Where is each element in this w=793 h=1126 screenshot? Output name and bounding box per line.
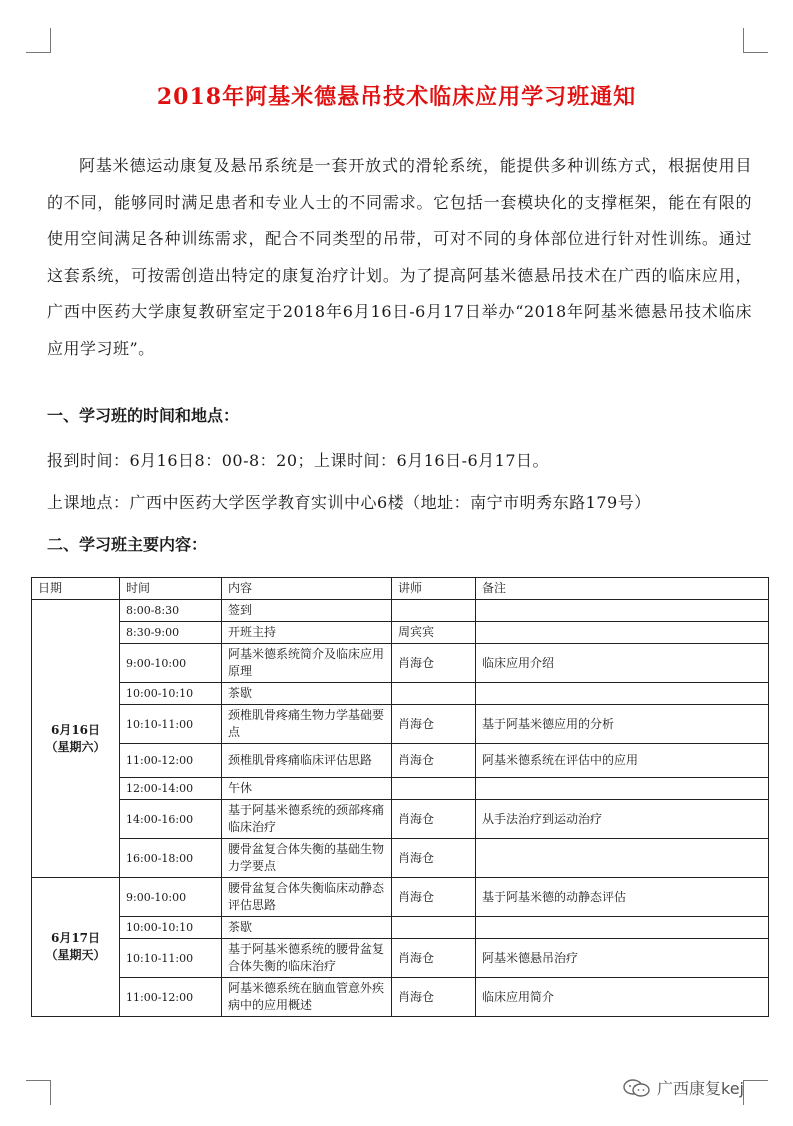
content-cell: 茶歇: [222, 917, 392, 939]
watermark: [623, 1076, 783, 1099]
content-cell: 腰骨盆复合体失衡临床动静态评估思路: [222, 878, 392, 917]
table-row: [32, 878, 769, 917]
content-cell: 阿基米德系统简介及临床应用原理: [222, 644, 392, 683]
table-header-row: [32, 578, 769, 600]
lecturer-cell: 肖海仓: [392, 939, 476, 978]
table-row: [32, 705, 769, 744]
content-cell: 签到: [222, 600, 392, 622]
note-cell: 阿基米德悬吊治疗: [476, 939, 769, 978]
crop-mark-top-right: [743, 28, 768, 53]
time-cell: 9:00-10:00: [120, 878, 222, 917]
lecturer-cell: 肖海仓: [392, 800, 476, 839]
lecturer-cell: [392, 778, 476, 800]
note-cell: [476, 778, 769, 800]
section-heading-content: 二、学习班主要内容：: [47, 535, 208, 554]
note-cell: [476, 683, 769, 705]
table-row: [32, 939, 769, 978]
note-cell: 临床应用介绍: [476, 644, 769, 683]
document-title: 2018年阿基米德悬吊技术临床应用学习班通知: [156, 84, 637, 110]
date-cell-day2: [32, 878, 120, 1017]
registration-time: 报到时间：6月16日8：00-8：20；上课时间：6月16日-6月17日。: [47, 451, 550, 470]
crop-mark-top-left: [26, 28, 51, 53]
header-time: 时间: [120, 578, 222, 600]
content-cell: 颈椎肌骨疼痛生物力学基础要点: [222, 705, 392, 744]
header-date: 日期: [32, 578, 120, 600]
watermark-text: 广西康复kej: [657, 1079, 744, 1098]
date-label: 6月16日: [50, 722, 101, 737]
lecturer-cell: 周宾宾: [392, 622, 476, 644]
lecturer-cell: 肖海仓: [392, 978, 476, 1017]
table-row: [32, 917, 769, 939]
table-row: [32, 683, 769, 705]
note-cell: 从手法治疗到运动治疗: [476, 800, 769, 839]
table-row: [32, 600, 769, 622]
wechat-icon: [623, 1078, 651, 1098]
time-cell: 10:00-10:10: [120, 683, 222, 705]
lecturer-cell: [392, 600, 476, 622]
weekday-label: （星期天）: [45, 948, 106, 962]
time-cell: 16:00-18:00: [120, 839, 222, 878]
time-cell: 12:00-14:00: [120, 778, 222, 800]
note-cell: 基于阿基米德的动静态评估: [476, 878, 769, 917]
lecturer-cell: 肖海仓: [392, 705, 476, 744]
note-cell: 临床应用简介: [476, 978, 769, 1017]
date-label: 6月17日: [50, 931, 101, 945]
table-row: [32, 839, 769, 878]
class-location: 上课地点：广西中医药大学医学教育实训中心6楼（地址：南宁市明秀东路179号）: [47, 493, 651, 512]
time-cell: 11:00-12:00: [120, 978, 222, 1017]
header-note: 备注: [476, 578, 769, 600]
time-cell: 10:10-11:00: [120, 705, 222, 744]
schedule-table: [31, 577, 769, 1017]
table-row: [32, 778, 769, 800]
time-cell: 10:10-11:00: [120, 939, 222, 978]
note-cell: [476, 917, 769, 939]
note-cell: 基于阿基米德应用的分析: [476, 705, 769, 744]
table-row: [32, 622, 769, 644]
table-row: [32, 644, 769, 683]
note-cell: [476, 600, 769, 622]
time-cell: 8:30-9:00: [120, 622, 222, 644]
header-lecturer: 讲师: [392, 578, 476, 600]
crop-mark-bottom-left: [26, 1080, 51, 1105]
note-cell: [476, 839, 769, 878]
lecturer-cell: 肖海仓: [392, 839, 476, 878]
content-cell: 午休: [222, 778, 392, 800]
time-cell: 11:00-12:00: [120, 744, 222, 778]
time-cell: 10:00-10:10: [120, 917, 222, 939]
intro-paragraph: 阿基米德运动康复及悬吊系统是一套开放式的滑轮系统，能提供多种训练方式，根据使用目的不同，能够同时满足患者和专业人士的不同需求。它包括一套模块化的支撑框架，能在有限的使用空间满足各种训练需求，配合不同类型的吊带，可对不同的身体部位进行针对性训练。通过这套系统，可按需创造出特定的康复治疗计划。为了提高阿基米德悬吊技术在广西的临床应用，广西中医药大学康复教研室定于2018年6月16日-6月17日举办“2018年阿基米德悬吊技术临床应用学习班”。: [47, 156, 752, 358]
note-cell: [476, 622, 769, 644]
content-cell: 基于阿基米德系统的腰骨盆复合体失衡的临床治疗: [222, 939, 392, 978]
table-row: [32, 800, 769, 839]
header-content: 内容: [222, 578, 392, 600]
section-heading-time-location: 一、学习班的时间和地点：: [47, 406, 240, 425]
weekday-label: （星期六）: [45, 739, 106, 754]
time-cell: 9:00-10:00: [120, 644, 222, 683]
time-cell: 8:00-8:30: [120, 600, 222, 622]
time-cell: 14:00-16:00: [120, 800, 222, 839]
content-cell: 阿基米德系统在脑血管意外疾病中的应用概述: [222, 978, 392, 1017]
table-row: [32, 978, 769, 1017]
date-cell-day1: [32, 600, 120, 878]
content-cell: 茶歇: [222, 683, 392, 705]
content-cell: 颈椎肌骨疼痛临床评估思路: [222, 744, 392, 778]
lecturer-cell: 肖海仓: [392, 644, 476, 683]
content-cell: 基于阿基米德系统的颈部疼痛临床治疗: [222, 800, 392, 839]
content-cell: 腰骨盆复合体失衡的基础生物力学要点: [222, 839, 392, 878]
content-cell: 开班主持: [222, 622, 392, 644]
lecturer-cell: 肖海仓: [392, 744, 476, 778]
table-row: [32, 744, 769, 778]
note-cell: 阿基米德系统在评估中的应用: [476, 744, 769, 778]
lecturer-cell: [392, 683, 476, 705]
lecturer-cell: [392, 917, 476, 939]
lecturer-cell: 肖海仓: [392, 878, 476, 917]
